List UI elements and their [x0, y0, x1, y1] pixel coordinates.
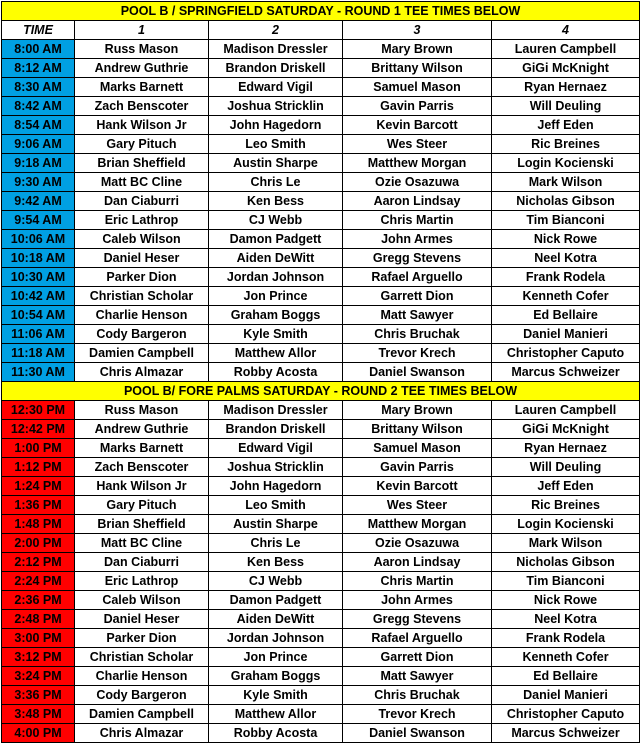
- player-3-cell: Matthew Morgan: [343, 515, 492, 534]
- header-group-4: 4: [492, 21, 640, 40]
- header-group-1: 1: [75, 21, 209, 40]
- table-row: [2, 667, 640, 686]
- table-row: [2, 211, 640, 230]
- table-row: [2, 629, 640, 648]
- player-1-cell: Hank Wilson Jr: [75, 116, 209, 135]
- player-3-cell: Matthew Morgan: [343, 154, 492, 173]
- player-2-cell: Leo Smith: [209, 135, 343, 154]
- player-1-cell: Caleb Wilson: [75, 230, 209, 249]
- player-1-cell: Gary Pituch: [75, 135, 209, 154]
- player-4-cell: Tim Bianconi: [492, 572, 640, 591]
- player-1-cell: Gary Pituch: [75, 496, 209, 515]
- tee-time-cell: 11:18 AM: [2, 344, 75, 363]
- player-3-cell: Chris Martin: [343, 572, 492, 591]
- table-row: [2, 477, 640, 496]
- player-1-cell: Dan Ciaburri: [75, 192, 209, 211]
- player-2-cell: Damon Padgett: [209, 230, 343, 249]
- player-3-cell: Gregg Stevens: [343, 610, 492, 629]
- player-1-cell: Zach Benscoter: [75, 458, 209, 477]
- player-4-cell: Login Kocienski: [492, 515, 640, 534]
- player-4-cell: Mark Wilson: [492, 173, 640, 192]
- player-3-cell: Ozie Osazuwa: [343, 173, 492, 192]
- tee-time-cell: 12:42 PM: [2, 420, 75, 439]
- player-4-cell: Will Deuling: [492, 97, 640, 116]
- header-group-2: 2: [209, 21, 343, 40]
- player-2-cell: Matthew Allor: [209, 344, 343, 363]
- player-1-cell: Brian Sheffield: [75, 154, 209, 173]
- player-1-cell: Andrew Guthrie: [75, 59, 209, 78]
- player-2-cell: Matthew Allor: [209, 705, 343, 724]
- player-4-cell: Neel Kotra: [492, 610, 640, 629]
- player-1-cell: Caleb Wilson: [75, 591, 209, 610]
- player-2-cell: Madison Dressler: [209, 401, 343, 420]
- table-row: [2, 515, 640, 534]
- player-4-cell: Nick Rowe: [492, 591, 640, 610]
- player-3-cell: Samuel Mason: [343, 439, 492, 458]
- player-1-cell: Charlie Henson: [75, 306, 209, 325]
- player-4-cell: GiGi McKnight: [492, 420, 640, 439]
- player-3-cell: Aaron Lindsay: [343, 553, 492, 572]
- player-1-cell: Damien Campbell: [75, 344, 209, 363]
- tee-time-cell: 9:54 AM: [2, 211, 75, 230]
- player-1-cell: Hank Wilson Jr: [75, 477, 209, 496]
- table-row: [2, 135, 640, 154]
- player-1-cell: Charlie Henson: [75, 667, 209, 686]
- tee-time-cell: 3:48 PM: [2, 705, 75, 724]
- tee-times-sheet: [1, 1, 639, 743]
- tee-time-cell: 10:42 AM: [2, 287, 75, 306]
- player-2-cell: Madison Dressler: [209, 40, 343, 59]
- player-4-cell: Nicholas Gibson: [492, 553, 640, 572]
- round2-title: POOL B/ FORE PALMS SATURDAY - ROUND 2 TEE TIMES BELOW: [2, 382, 640, 401]
- player-1-cell: Damien Campbell: [75, 705, 209, 724]
- tee-time-cell: 1:00 PM: [2, 439, 75, 458]
- player-2-cell: Aiden DeWitt: [209, 610, 343, 629]
- player-1-cell: Marks Barnett: [75, 439, 209, 458]
- player-2-cell: Ken Bess: [209, 192, 343, 211]
- player-4-cell: Nicholas Gibson: [492, 192, 640, 211]
- player-2-cell: John Hagedorn: [209, 116, 343, 135]
- player-4-cell: Ryan Hernaez: [492, 78, 640, 97]
- player-3-cell: Brittany Wilson: [343, 59, 492, 78]
- player-4-cell: Tim Bianconi: [492, 211, 640, 230]
- player-2-cell: Austin Sharpe: [209, 154, 343, 173]
- table-row: [2, 648, 640, 667]
- header-row: [2, 21, 640, 40]
- table-row: [2, 268, 640, 287]
- tee-time-cell: 9:30 AM: [2, 173, 75, 192]
- table-row: [2, 610, 640, 629]
- table-row: [2, 97, 640, 116]
- table-row: [2, 230, 640, 249]
- player-3-cell: Wes Steer: [343, 496, 492, 515]
- tee-time-cell: 2:36 PM: [2, 591, 75, 610]
- player-3-cell: Mary Brown: [343, 401, 492, 420]
- player-1-cell: Parker Dion: [75, 268, 209, 287]
- player-1-cell: Cody Bargeron: [75, 325, 209, 344]
- player-1-cell: Marks Barnett: [75, 78, 209, 97]
- player-2-cell: Robby Acosta: [209, 724, 343, 743]
- table-row: [2, 591, 640, 610]
- tee-time-cell: 10:30 AM: [2, 268, 75, 287]
- player-1-cell: Andrew Guthrie: [75, 420, 209, 439]
- table-row: [2, 439, 640, 458]
- player-4-cell: GiGi McKnight: [492, 59, 640, 78]
- table-row: [2, 116, 640, 135]
- player-4-cell: Ryan Hernaez: [492, 439, 640, 458]
- table-row: [2, 458, 640, 477]
- player-4-cell: Ed Bellaire: [492, 667, 640, 686]
- player-2-cell: Edward Vigil: [209, 78, 343, 97]
- player-3-cell: Trevor Krech: [343, 344, 492, 363]
- player-2-cell: Jordan Johnson: [209, 629, 343, 648]
- player-3-cell: Aaron Lindsay: [343, 192, 492, 211]
- player-2-cell: Aiden DeWitt: [209, 249, 343, 268]
- player-4-cell: Daniel Manieri: [492, 686, 640, 705]
- player-1-cell: Christian Scholar: [75, 287, 209, 306]
- player-2-cell: CJ Webb: [209, 572, 343, 591]
- player-2-cell: Leo Smith: [209, 496, 343, 515]
- player-2-cell: Kyle Smith: [209, 686, 343, 705]
- table-row: [2, 78, 640, 97]
- player-1-cell: Russ Mason: [75, 401, 209, 420]
- table-row: [2, 420, 640, 439]
- table-row: [2, 192, 640, 211]
- player-4-cell: Ed Bellaire: [492, 306, 640, 325]
- tee-time-cell: 2:00 PM: [2, 534, 75, 553]
- table-row: [2, 249, 640, 268]
- round1-title: POOL B / SPRINGFIELD SATURDAY - ROUND 1 TEE TIMES BELOW: [2, 2, 640, 21]
- table-row: [2, 363, 640, 382]
- tee-time-cell: 2:24 PM: [2, 572, 75, 591]
- tee-time-cell: 8:12 AM: [2, 59, 75, 78]
- tee-time-cell: 9:18 AM: [2, 154, 75, 173]
- table-row: [2, 325, 640, 344]
- player-3-cell: Gavin Parris: [343, 458, 492, 477]
- player-3-cell: Rafael Arguello: [343, 268, 492, 287]
- player-2-cell: Graham Boggs: [209, 667, 343, 686]
- player-3-cell: Mary Brown: [343, 40, 492, 59]
- player-3-cell: Gavin Parris: [343, 97, 492, 116]
- player-3-cell: Kevin Barcott: [343, 116, 492, 135]
- player-3-cell: Matt Sawyer: [343, 306, 492, 325]
- player-4-cell: Marcus Schweizer: [492, 363, 640, 382]
- tee-time-cell: 3:24 PM: [2, 667, 75, 686]
- player-1-cell: Russ Mason: [75, 40, 209, 59]
- player-4-cell: Kenneth Cofer: [492, 648, 640, 667]
- table-row: [2, 686, 640, 705]
- player-2-cell: Damon Padgett: [209, 591, 343, 610]
- player-3-cell: Gregg Stevens: [343, 249, 492, 268]
- tee-time-cell: 10:06 AM: [2, 230, 75, 249]
- player-4-cell: Ric Breines: [492, 135, 640, 154]
- player-2-cell: Ken Bess: [209, 553, 343, 572]
- table-row: [2, 59, 640, 78]
- player-2-cell: Chris Le: [209, 173, 343, 192]
- player-2-cell: John Hagedorn: [209, 477, 343, 496]
- player-3-cell: John Armes: [343, 591, 492, 610]
- player-2-cell: Jon Prince: [209, 287, 343, 306]
- player-1-cell: Chris Almazar: [75, 363, 209, 382]
- player-2-cell: Joshua Stricklin: [209, 97, 343, 116]
- table-row: [2, 553, 640, 572]
- table-row: [2, 154, 640, 173]
- table-row: [2, 287, 640, 306]
- player-1-cell: Eric Lathrop: [75, 211, 209, 230]
- player-2-cell: Jon Prince: [209, 648, 343, 667]
- player-1-cell: Christian Scholar: [75, 648, 209, 667]
- round2-banner: [2, 382, 640, 401]
- player-1-cell: Zach Benscoter: [75, 97, 209, 116]
- player-1-cell: Matt BC Cline: [75, 534, 209, 553]
- tee-time-cell: 3:36 PM: [2, 686, 75, 705]
- player-4-cell: Lauren Campbell: [492, 401, 640, 420]
- tee-time-cell: 11:06 AM: [2, 325, 75, 344]
- player-4-cell: Ric Breines: [492, 496, 640, 515]
- player-2-cell: Austin Sharpe: [209, 515, 343, 534]
- player-4-cell: Login Kocienski: [492, 154, 640, 173]
- round1-banner: [2, 2, 640, 21]
- player-4-cell: Frank Rodela: [492, 268, 640, 287]
- tee-time-cell: 4:00 PM: [2, 724, 75, 743]
- player-2-cell: Edward Vigil: [209, 439, 343, 458]
- player-1-cell: Daniel Heser: [75, 610, 209, 629]
- table-row: [2, 173, 640, 192]
- player-4-cell: Jeff Eden: [492, 116, 640, 135]
- player-4-cell: Daniel Manieri: [492, 325, 640, 344]
- player-2-cell: Brandon Driskell: [209, 59, 343, 78]
- player-4-cell: Kenneth Cofer: [492, 287, 640, 306]
- tee-time-cell: 1:48 PM: [2, 515, 75, 534]
- header-time: TIME: [2, 21, 75, 40]
- player-1-cell: Daniel Heser: [75, 249, 209, 268]
- player-4-cell: Lauren Campbell: [492, 40, 640, 59]
- player-4-cell: Neel Kotra: [492, 249, 640, 268]
- player-3-cell: Ozie Osazuwa: [343, 534, 492, 553]
- player-2-cell: Graham Boggs: [209, 306, 343, 325]
- player-3-cell: Chris Martin: [343, 211, 492, 230]
- tee-time-cell: 9:06 AM: [2, 135, 75, 154]
- player-1-cell: Parker Dion: [75, 629, 209, 648]
- player-4-cell: Marcus Schweizer: [492, 724, 640, 743]
- player-4-cell: Nick Rowe: [492, 230, 640, 249]
- player-3-cell: Wes Steer: [343, 135, 492, 154]
- player-3-cell: John Armes: [343, 230, 492, 249]
- table-row: [2, 40, 640, 59]
- player-3-cell: Garrett Dion: [343, 287, 492, 306]
- player-2-cell: CJ Webb: [209, 211, 343, 230]
- player-2-cell: Brandon Driskell: [209, 420, 343, 439]
- player-3-cell: Chris Bruchak: [343, 325, 492, 344]
- tee-time-cell: 9:42 AM: [2, 192, 75, 211]
- player-4-cell: Mark Wilson: [492, 534, 640, 553]
- tee-time-cell: 3:12 PM: [2, 648, 75, 667]
- player-1-cell: Brian Sheffield: [75, 515, 209, 534]
- player-3-cell: Chris Bruchak: [343, 686, 492, 705]
- tee-time-cell: 8:54 AM: [2, 116, 75, 135]
- player-3-cell: Daniel Swanson: [343, 363, 492, 382]
- tee-time-cell: 1:24 PM: [2, 477, 75, 496]
- table-row: [2, 496, 640, 515]
- tee-time-cell: 1:36 PM: [2, 496, 75, 515]
- player-3-cell: Daniel Swanson: [343, 724, 492, 743]
- player-1-cell: Chris Almazar: [75, 724, 209, 743]
- table-row: [2, 534, 640, 553]
- tee-time-cell: 8:42 AM: [2, 97, 75, 116]
- player-3-cell: Rafael Arguello: [343, 629, 492, 648]
- player-4-cell: Frank Rodela: [492, 629, 640, 648]
- player-2-cell: Joshua Stricklin: [209, 458, 343, 477]
- player-2-cell: Robby Acosta: [209, 363, 343, 382]
- table-row: [2, 401, 640, 420]
- player-3-cell: Garrett Dion: [343, 648, 492, 667]
- tee-time-cell: 11:30 AM: [2, 363, 75, 382]
- table-row: [2, 724, 640, 743]
- player-1-cell: Dan Ciaburri: [75, 553, 209, 572]
- player-1-cell: Matt BC Cline: [75, 173, 209, 192]
- player-3-cell: Trevor Krech: [343, 705, 492, 724]
- table-row: [2, 306, 640, 325]
- player-4-cell: Christopher Caputo: [492, 705, 640, 724]
- player-1-cell: Eric Lathrop: [75, 572, 209, 591]
- player-4-cell: Christopher Caputo: [492, 344, 640, 363]
- tee-time-cell: 2:12 PM: [2, 553, 75, 572]
- table-row: [2, 705, 640, 724]
- player-3-cell: Brittany Wilson: [343, 420, 492, 439]
- player-2-cell: Kyle Smith: [209, 325, 343, 344]
- table-row: [2, 344, 640, 363]
- player-2-cell: Chris Le: [209, 534, 343, 553]
- tee-time-cell: 10:18 AM: [2, 249, 75, 268]
- player-3-cell: Kevin Barcott: [343, 477, 492, 496]
- tee-time-cell: 3:00 PM: [2, 629, 75, 648]
- header-group-3: 3: [343, 21, 492, 40]
- tee-times-table: [1, 1, 640, 743]
- tee-time-cell: 8:00 AM: [2, 40, 75, 59]
- player-3-cell: Matt Sawyer: [343, 667, 492, 686]
- tee-time-cell: 1:12 PM: [2, 458, 75, 477]
- player-2-cell: Jordan Johnson: [209, 268, 343, 287]
- tee-time-cell: 8:30 AM: [2, 78, 75, 97]
- player-3-cell: Samuel Mason: [343, 78, 492, 97]
- tee-time-cell: 10:54 AM: [2, 306, 75, 325]
- tee-time-cell: 12:30 PM: [2, 401, 75, 420]
- player-4-cell: Jeff Eden: [492, 477, 640, 496]
- player-4-cell: Will Deuling: [492, 458, 640, 477]
- player-1-cell: Cody Bargeron: [75, 686, 209, 705]
- tee-time-cell: 2:48 PM: [2, 610, 75, 629]
- table-row: [2, 572, 640, 591]
